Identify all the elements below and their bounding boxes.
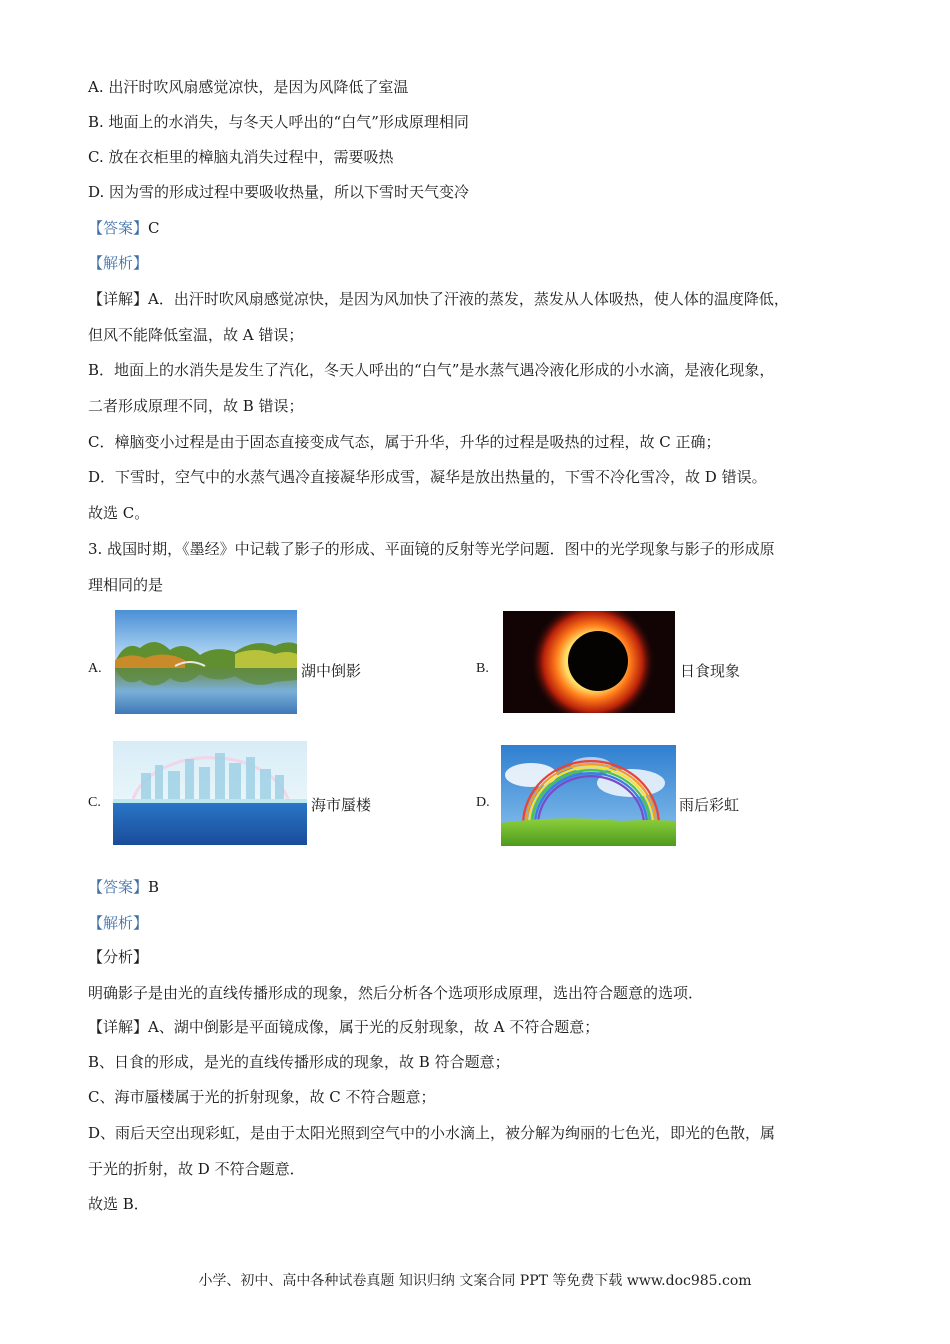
q3-stem-line: 3. 战国时期，《墨经》中记载了影子的形成、平面镜的反射等光学问题．图中的光学现象与影子的形成原: [88, 540, 775, 558]
answer-value: B: [148, 878, 160, 896]
q2-answer: [88, 218, 160, 238]
q3-conclusion: 故选 B．: [88, 1195, 149, 1213]
mirage-image: [113, 741, 307, 845]
q2-detail-line: 但风不能降低室温，故 A 错误；: [88, 326, 304, 344]
q3-answer: [88, 877, 159, 897]
q2-detail-line: 二者形成原理不同，故 B 错误；: [88, 397, 304, 415]
q2-option-d: D. 因为雪的形成过程中要吸收热量，所以下雪时天气变冷: [88, 183, 470, 201]
q2-option-a: A. 出汗时吹风扇感觉凉快，是因为风降低了室温: [88, 78, 409, 96]
q3-option-a-letter: A.: [88, 661, 102, 676]
q2-option-b: B. 地面上的水消失，与冬天人呼出的“白气”形成原理相同: [88, 113, 469, 131]
rainbow-image: [501, 745, 676, 846]
q3-analysis-tag: 【解析】: [88, 914, 149, 932]
q2-analysis-tag: 【解析】: [88, 254, 149, 272]
q3-option-c-letter: C.: [88, 795, 101, 810]
q3-fenxi-tag: 【分析】: [88, 948, 149, 966]
answer-tag: 【答案】: [88, 878, 149, 896]
q3-option-d-caption: 雨后彩虹: [679, 796, 740, 814]
q3-option-b-caption: 日食现象: [680, 662, 741, 680]
q3-stem-line: 理相同的是: [88, 576, 164, 594]
q3-detail-line: 【详解】A、湖中倒影是平面镜成像，属于光的反射现象，故 A 不符合题意；: [88, 1018, 600, 1036]
q2-detail-line: D．下雪时，空气中的水蒸气遇冷直接凝华形成雪，凝华是放出热量的，下雪不冷化雪冷，故 D 错误。: [88, 468, 767, 486]
q2-conclusion: 故选 C。: [88, 504, 150, 522]
q3-option-c-caption: 海市蜃楼: [311, 796, 372, 814]
q3-detail-line: B、日食的形成，是光的直线传播形成的现象，故 B 符合题意；: [88, 1053, 510, 1071]
q3-detail-line: D、雨后天空出现彩虹，是由于太阳光照到空气中的小水滴上，被分解为绚丽的七色光，即光的色散，属: [88, 1124, 776, 1142]
q3-detail-line: 于光的折射，故 D 不符合题意．: [88, 1160, 305, 1178]
q2-detail-line: B．地面上的水消失是发生了汽化，冬天人呼出的“白气”是水蒸气遇冷液化形成的小水滴，是液化现象，: [88, 361, 775, 379]
q2-detail-line: C．樟脑变小过程是由于固态直接变成气态，属于升华，升华的过程是吸热的过程，故 C 正确；: [88, 433, 721, 451]
q3-option-d-letter: D.: [476, 795, 490, 810]
page-footer: 小学、初中、高中各种试卷真题 知识归纳 文案合同 PPT 等免费下载 www.doc985.com: [198, 1273, 752, 1289]
answer-value: C: [148, 219, 160, 237]
q3-option-b-letter: B.: [476, 661, 489, 676]
answer-tag: 【答案】: [88, 219, 149, 237]
q3-option-a-caption: 湖中倒影: [301, 662, 362, 680]
q2-option-c: C. 放在衣柜里的樟脑丸消失过程中，需要吸热: [88, 148, 394, 166]
q2-detail-line: 【详解】A．出汗时吹风扇感觉凉快，是因为风加快了汗液的蒸发，蒸发从人体吸热，使人体的温度降低，: [88, 290, 789, 308]
q3-detail-line: C、海市蜃楼属于光的折射现象，故 C 不符合题意；: [88, 1088, 436, 1106]
q3-fenxi-text: 明确影子是由光的直线传播形成的现象，然后分析各个选项形成原理，选出符合题意的选项．: [88, 984, 704, 1002]
lake-reflection-image: [115, 610, 297, 714]
solar-eclipse-image: [503, 611, 675, 713]
